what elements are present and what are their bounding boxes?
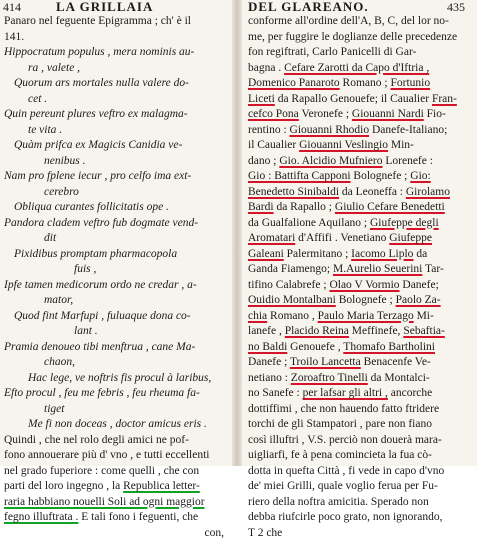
right-running-head: DEL GLAREANO.: [248, 0, 369, 14]
right-text-line: da Gualfalione Aquilano ; Giufeppe degli: [242, 216, 477, 232]
right-text-line: dottiffimi , che non hauendo fatto ftridere: [242, 402, 477, 418]
red-underlined-text: Sebaftia-: [403, 325, 445, 337]
left-text-line: Pramia denoueo tibi menftrua , cane Ma-: [0, 340, 232, 356]
left-text-line: Hac lege, ve noftris fis procul à laribus,: [0, 371, 232, 387]
left-text-line: dit: [0, 231, 232, 247]
right-text-line: netiano : Zoroaftro Tinelli da Montalci-: [242, 371, 477, 387]
right-text-line: no Baldi Genouefe , Thomafo Bartholini: [242, 340, 477, 356]
red-underlined-text: Zoroaftro Tinelli: [291, 372, 368, 384]
right-page-number: 435: [447, 0, 465, 14]
red-underlined-text: Ouidio Montalbani: [248, 294, 336, 306]
red-underlined-text: Giouanni Rhodio: [290, 124, 370, 136]
right-text-line: Bardi da Rapallo ; Giulio Cefare Benedetti: [242, 200, 477, 216]
left-text-line: mator,: [0, 293, 232, 309]
right-text-line: chia Romano , Paulo Maria Terzago Mi-: [242, 309, 477, 325]
left-page-number: 414: [3, 0, 21, 14]
red-underlined-text: Thomafo Bartholini: [343, 341, 435, 353]
right-text-line: de' miei Grilli, quale voglio ferua per Fu-: [242, 479, 477, 495]
left-text-line: Quàm prifca ex Magicis Canidia ve-: [0, 138, 232, 154]
left-text-line: Quod fint Marfupi , fuluaque dona co-: [0, 309, 232, 325]
left-text-line: Efto procul , feu me febris , feu rheuma fa-: [0, 386, 232, 402]
red-underlined-text: Giouanni Nardi: [352, 108, 424, 120]
red-underlined-text: Fortunio: [390, 77, 430, 89]
right-text-line: T 2 che: [242, 526, 477, 541]
red-underlined-text: Girolamo: [406, 186, 450, 198]
left-text-line: nel grado fuperiore : come quelli , che con: [0, 464, 232, 480]
red-underlined-text: Domenico Panaroto: [248, 77, 340, 89]
right-text-line: Ouidio Montalbani Bolognefe ; Paolo Za-: [242, 293, 477, 309]
right-text-line: lanefe , Placido Reina Meffinefe, Sebaftia-: [242, 324, 477, 340]
left-text-line: 141.: [0, 30, 232, 46]
red-underlined-text: Giouanni Veslingio: [299, 139, 388, 151]
red-underlined-text: Giulio Cefare Benedetti: [335, 201, 445, 213]
left-text-line: fono annouerare più d' vno , e tutti eccellenti: [0, 448, 232, 464]
right-text-line: Ganda Fiamengo; M.Aurelio Seuerini Tar-: [242, 262, 477, 278]
right-text-line: me, per fuggire le doglianze delle precedenze: [242, 30, 477, 46]
right-text-line: riero della noftra amicitia. Sperado non: [242, 495, 477, 511]
left-text-line: te vita .: [0, 123, 232, 139]
right-text-line: dotta in quefta Città , fi vede in capo d'vno: [242, 464, 477, 480]
left-text-line: Pandora cladem veftro fub dogmate vend-: [0, 216, 232, 232]
left-text-line: tiget: [0, 402, 232, 418]
left-text-line: [0, 495, 232, 511]
right-text-line: dano ; Gio. Alcidio Mufniero Lorenefe :: [242, 154, 477, 170]
red-underlined-text: no Baldi: [248, 341, 287, 353]
left-text-line: parti del loro ingegno , la Republica letter-: [0, 479, 232, 495]
red-underlined-text: cefco Pona: [248, 108, 299, 120]
right-page: [242, 0, 477, 466]
left-running-head: LA GRILLAIA: [56, 0, 153, 14]
red-underlined-text: Paulo Maria Terzago: [318, 310, 414, 322]
left-text-line: Quorum ars mortales nulla valere do-: [0, 76, 232, 92]
left-text-line: nenibus .: [0, 154, 232, 170]
red-underlined-text: Gio. Alcidio Mufniero: [279, 155, 382, 167]
left-text-line: lant .: [0, 324, 232, 340]
right-text-line: rentino : Giouanni Rhodio Danefe-Italiano;: [242, 123, 477, 139]
left-text-line: Me fi non doceas , doctor amicus eris .: [0, 417, 232, 433]
right-text-line: Domenico Panaroto Romano ; Fortunio: [242, 76, 477, 92]
red-underlined-text: Gio:: [410, 170, 430, 182]
red-underlined-text: Olao V Vormio: [329, 279, 399, 291]
red-underlined-text: Fran-: [432, 93, 457, 105]
green-underlined-text: fegno illuftrata .: [4, 511, 78, 523]
red-underlined-text: Aromatari: [248, 232, 295, 244]
red-underlined-text: Placido Reina: [285, 325, 349, 337]
left-text-line: cerebro: [0, 185, 232, 201]
right-text-line: Gio : Battifta Capponi Bolognefe ; Gio:: [242, 169, 477, 185]
left-text-block: [0, 14, 232, 541]
left-text-line: Quin pereunt plures veftro ex malagma-: [0, 107, 232, 123]
green-underlined-text: raria habbiano nouelli Soli ad ogni maggior: [4, 496, 205, 508]
left-text-line: Panaro nel feguente Epigramma ; ch' è il: [0, 14, 232, 30]
left-text-line: con,: [0, 526, 232, 541]
right-text-line: il Caualier Giouanni Veslingio Min-: [242, 138, 477, 154]
left-text-line: chaon,: [0, 355, 232, 371]
right-text-line: debba riufcirle poco grato, non ignorando,: [242, 510, 477, 526]
red-underlined-text: Giufeppe: [389, 232, 432, 244]
right-text-line: torchi de gli Stampatori , pare non fiano: [242, 417, 477, 433]
right-text-line: così illuftri , V.S. perciò non douerà mara-: [242, 433, 477, 449]
left-text-line: fegno illuftrata . E tali fono i feguenti, che: [0, 510, 232, 526]
left-text-line: Ipfe tamen medicorum ordo ne credar , a-: [0, 278, 232, 294]
left-text-line: Obliqua curantes follicitatis ope .: [0, 200, 232, 216]
red-underlined-text: chia: [248, 310, 267, 322]
right-text-block: [242, 14, 477, 541]
red-underlined-text: Paolo Za-: [396, 294, 441, 306]
left-text-line: Hippocratum populus , mera nominis au-: [0, 45, 232, 61]
red-underlined-text: Benedetto Sinibaldi: [248, 186, 339, 198]
right-text-line: Benedetto Sinibaldi da Leoneffa : Girolamo: [242, 185, 477, 201]
red-underlined-text: Liceti: [248, 93, 275, 105]
right-text-line: no Sanefe : per lafsar gli altri , ancorche: [242, 386, 477, 402]
red-underlined-text: Troilo Lancetta: [290, 356, 361, 368]
left-text-line: fuis ,: [0, 262, 232, 278]
red-underlined-text: Giufeppe degli: [370, 217, 439, 229]
left-page: [0, 0, 232, 466]
right-text-line: Galeani Palermitano ; Iacomo Liplo da: [242, 247, 477, 263]
left-text-line: cet .: [0, 92, 232, 108]
red-underlined-text: M.Aurelio Seuerini: [333, 263, 422, 275]
right-text-line: bagna . Cefare Zarotti da Capo d'Iftria ,: [242, 61, 477, 77]
green-underlined-text: Republica letter-: [123, 480, 200, 492]
right-text-line: uigliarfi, fe à pena comincieta la fua cò-: [242, 448, 477, 464]
right-text-line: conforme all'ordine dell'A, B, C, del lor no-: [242, 14, 477, 30]
right-text-line: fon regiftrati, Carlo Panicelli di Gar-: [242, 45, 477, 61]
left-text-line: Quindi , che nel rolo degli amici ne pof-: [0, 433, 232, 449]
left-text-line: Nam pro fplene iecur , pro celfo ima ext-: [0, 169, 232, 185]
left-text-line: Pixidibus promptam pharmacopola: [0, 247, 232, 263]
red-underlined-text: Gio : Battifta Capponi: [248, 170, 351, 182]
red-underlined-text: Galeani: [248, 248, 284, 260]
right-text-line: Aromatari d'Affifi . Venetiano Giufeppe: [242, 231, 477, 247]
red-underlined-text: Cefare Zarotti da Capo d'Iftria ,: [284, 62, 429, 74]
red-underlined-text: Iacomo Liplo: [351, 248, 413, 260]
book-gutter: [232, 0, 242, 466]
red-underlined-text: Bardi: [248, 201, 274, 213]
red-underlined-text: per lafsar gli altri ,: [303, 387, 388, 399]
right-text-line: cefco Pona Veronefe ; Giouanni Nardi Fio-: [242, 107, 477, 123]
left-text-line: ra , valete ,: [0, 61, 232, 77]
right-text-line: Liceti da Rapallo Genouefe; il Caualier Fran-: [242, 92, 477, 108]
right-text-line: Danefe ; Troilo Lancetta Benacenfe Ve-: [242, 355, 477, 371]
right-text-line: tifino Calabrefe ; Olao V Vormio Danefe;: [242, 278, 477, 294]
